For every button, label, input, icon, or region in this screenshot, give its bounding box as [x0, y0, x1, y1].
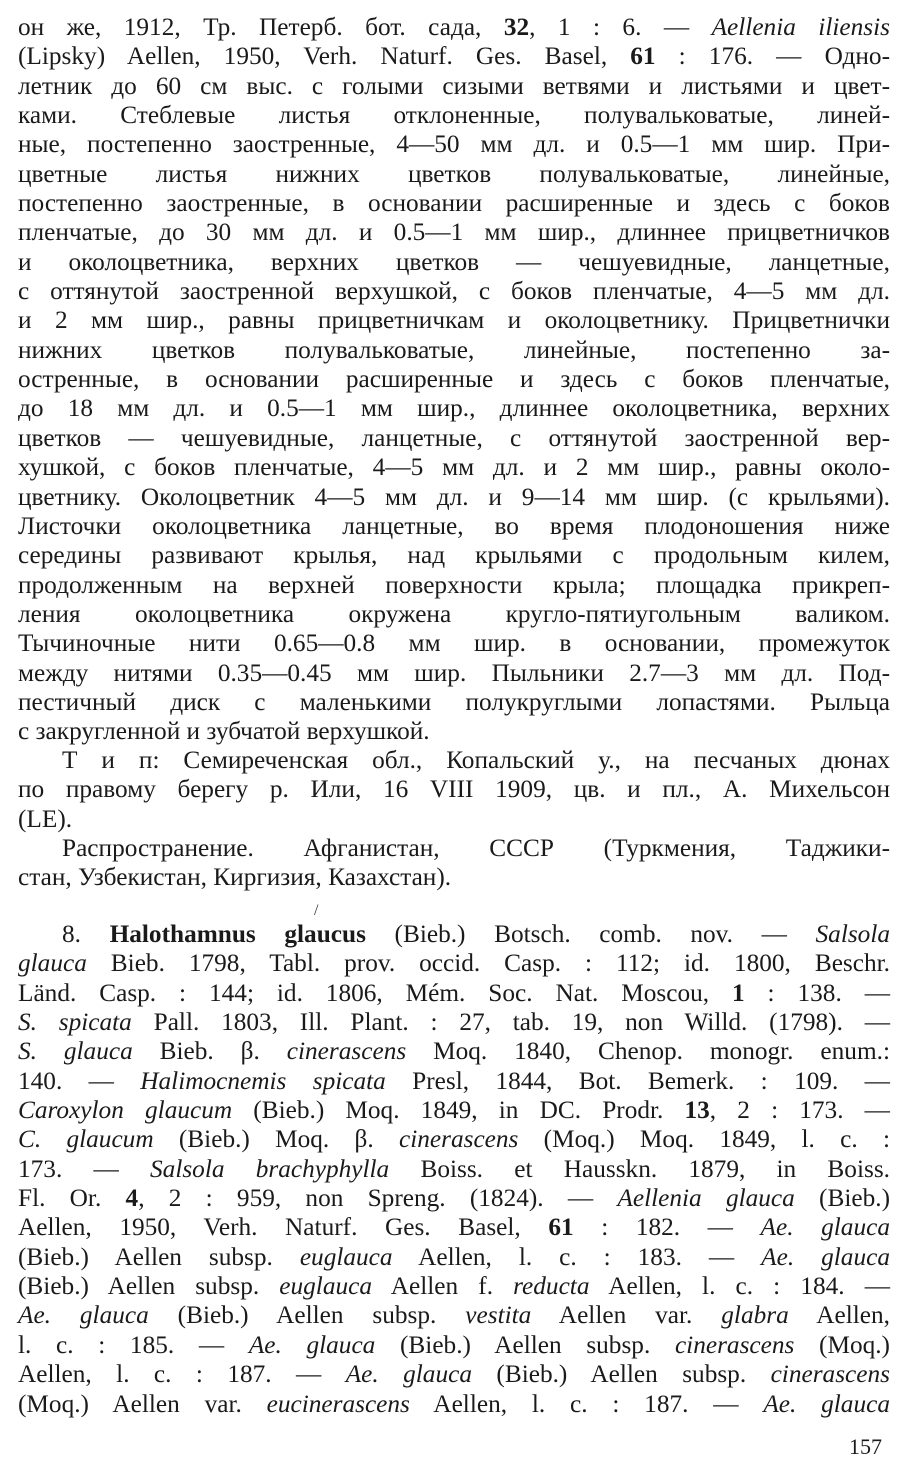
- page-number: 157: [849, 1434, 882, 1459]
- species-8-synonymy: 8. Halothamnus glaucus (Bieb.) Botsch. comb. nov. — Salsola glauca Bieb. 1798, Tabl. prov. occid. Casp. : 112; id. 1800, Beschr. Länd. Casp. : 144; id. 1806, Mém. Soc. Nat. Moscou, 1 : 138. — S. spicata Pall. 1803, Ill. Plant. : 27, tab. 19, non Willd. (1798). — S. glauca Bieb. β. cinerascens Moq. 1840, Chenop. monogr. enum.: 140. — Halimocnemis spicata Presl, 1844, Bot. Bemerk. : 109. — Caroxylon glaucum (Bieb.) Moq. 1849, in DC. Prodr. 13, 2 : 173. — C. glaucum (Bieb.) Moq. β. cinerascens (Moq.) Moq. 1849, l. c. : 173. — Salsola brachyphylla Boiss. et Hausskn. 1879, in Boiss. Fl. Or. 4, 2 : 959, non Spreng. (1824). — Aellenia glauca (Bieb.) Aellen, 1950, Verh. Naturf. Ges. Basel, 61 : 182. — Ae. glauca (Bieb.) Aellen subsp. euglauca Aellen, l. c. : 183. — Ae. glauca (Bieb.) Aellen subsp. euglauca Aellen f. reducta Aellen, l. c. : 184. — Ae. glauca (Bieb.) Aellen subsp. vestita Aellen var. glabra Aellen, l. c. : 185. — Ae. glauca (Bieb.) Aellen subsp. cinerascens (Moq.) Aellen, l. c. : 187. — Ae. glauca (Bieb.) Aellen subsp. cinerascens (Moq.) Aellen var. eucinerascens Aellen, l. c. : 187. — Ae. glauca: [18, 920, 891, 1418]
- type-paragraph: Т и п: Семиреченская обл., Копальский у., на песчаных дюнах по правому берегу р. Или, 16 VIII 1909, цв. и пл., А. Михельсон (LE).: [18, 746, 890, 833]
- species-entry-description: он же, 1912, Тр. Петерб. бот. сада, 32, 1 : 6. — Aellenia iliensis (Lipsky) Aellen, 1950, Verh. Naturf. Ges. Basel, 61 : 176. — Одно- летник до 60 см выс. с голыми сизыми ветвями и листьями и цвет- ками. Стеблевые листья отклоненные, полувальковатые, линей- ные, постепенно заостренные, 4—50 мм дл. и 0.5—1 мм шир. При- цветные листья нижних цветков полувальковатые, линейные, постепенно заостренные, в основании расширенные и здесь с боков пленчатые, до 30 мм дл. и 0.5—1 мм шир., длиннее прицветничков и околоцветника, верхних цветков — чешуевидные, ланцетные, с оттянутой заостренной верхушкой, с боков пленчатые, 4—5 мм дл. и 2 мм шир., равны прицветничкам и околоцветнику. Прицветнички нижних цветков полувальковатые, линейные, постепенно за- остренные, в основании расширенные и здесь с боков пленчатые, до 18 мм дл. и 0.5—1 мм шир., длиннее околоцветника, верхних цветков — чешуевидные, ланцетные, с оттянутой заостренной вер- хушкой, с боков пленчатые, 4—5 мм дл. и 2 мм шир., равны около- цветнику. Околоцветник 4—5 мм дл. и 9—14 мм шир. (с крыльями). Листочки околоцветника ланцетные, во время плодоношения ниже середины развивают крылья, над крыльями с продольным килем, продолженным на верхней поверхности крыла; площадка прикреп- ления околоцветника окружена кругло-пятиугольным валиком. Тычиночные нити 0.65—0.8 мм шир. в основании, промежуток между нитями 0.35—0.45 мм шир. Пыльники 2.7—3 мм дл. Под- пестичный диск с маленькими полукруглыми лопастями. Рыльца с закругленной и зубчатой верхушкой.: [18, 13, 890, 746]
- stray-mark: /: [314, 902, 319, 919]
- distribution-paragraph: Распространение. Афганистан, СССР (Туркмения, Таджики- стан, Узбекистан, Киргизия, Казахстан).: [18, 834, 890, 892]
